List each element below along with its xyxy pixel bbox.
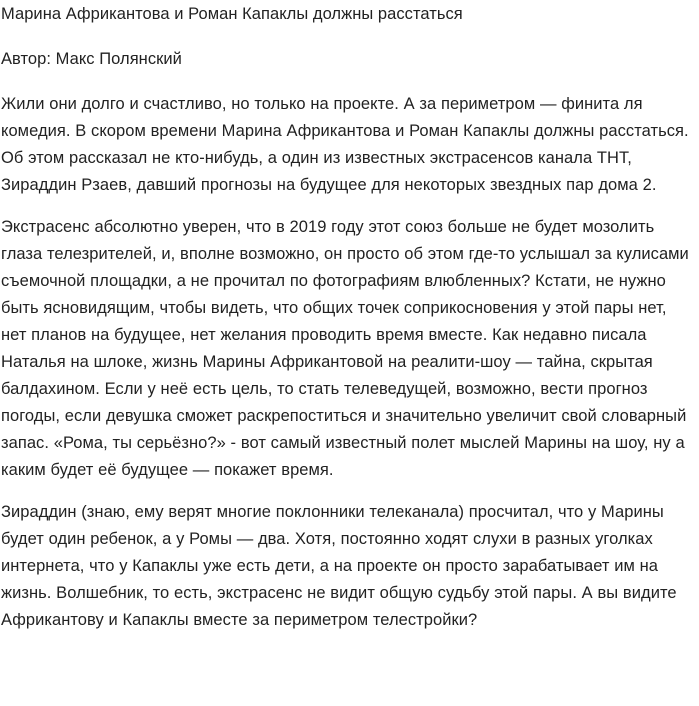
article-paragraph: Зираддин (знаю, ему верят многие поклонники телеканала) просчитал, что у Марины будет один ребенок, а у Ромы — два. Хотя, постоянно ходят слухи в разных уголках интернета, что у Капаклы уже есть дети, а на проекте он просто зарабатывает им на жизнь. Волшебник, то есть, экстрасенс не видит общую судьбу этой пары. А вы видите Африкантову и Капаклы вместе за периметром телестройки? [1,503,677,629]
article-author: Автор: Макс Полянский [1,50,182,68]
article-paragraph: Экстрасенс абсолютно уверен, что в 2019 году этот союз больше не будет мозолить глаза телезрителей, и, вполне возможно, он просто об этом где-то услышал за кулисами съемочной площадки, а не прочитал по фотографиям влюбленных? Кстати, не нужно быть ясновидящим, чтобы видеть, что общих точек соприкосновения у этой пары нет, нет планов на будущее, нет желания проводить время вместе. Как недавно писала Наталья на шлоке, жизнь Марины Африкантовой на реалити-шоу — тайна, скрытая балдахином. Если у неё есть цель, то стать телеведущей, возможно, вести прогноз погоды, если девушка сможет раскрепоститься и значительно увеличит свой словарный запас. «Рома, ты серьёзно?» - вот самый известный полет мыслей Марины на шоу, ну а каким будет её будущее — покажет время. [1,218,689,479]
page-title: Марина Африкантова и Роман Капаклы должны расстаться [1,5,463,23]
article-paragraph: Жили они долго и счастливо, но только на проекте. А за периметром — финита ля комедия. В скором времени Марина Африкантова и Роман Капаклы должны расстаться. Об этом рассказал не кто-нибудь, а один из известных экстрасенсов канала ТНТ, Зираддин Рзаев, давший прогнозы на будущее для некоторых звездных пар дома 2. [1,95,689,194]
article-body [1,91,693,634]
